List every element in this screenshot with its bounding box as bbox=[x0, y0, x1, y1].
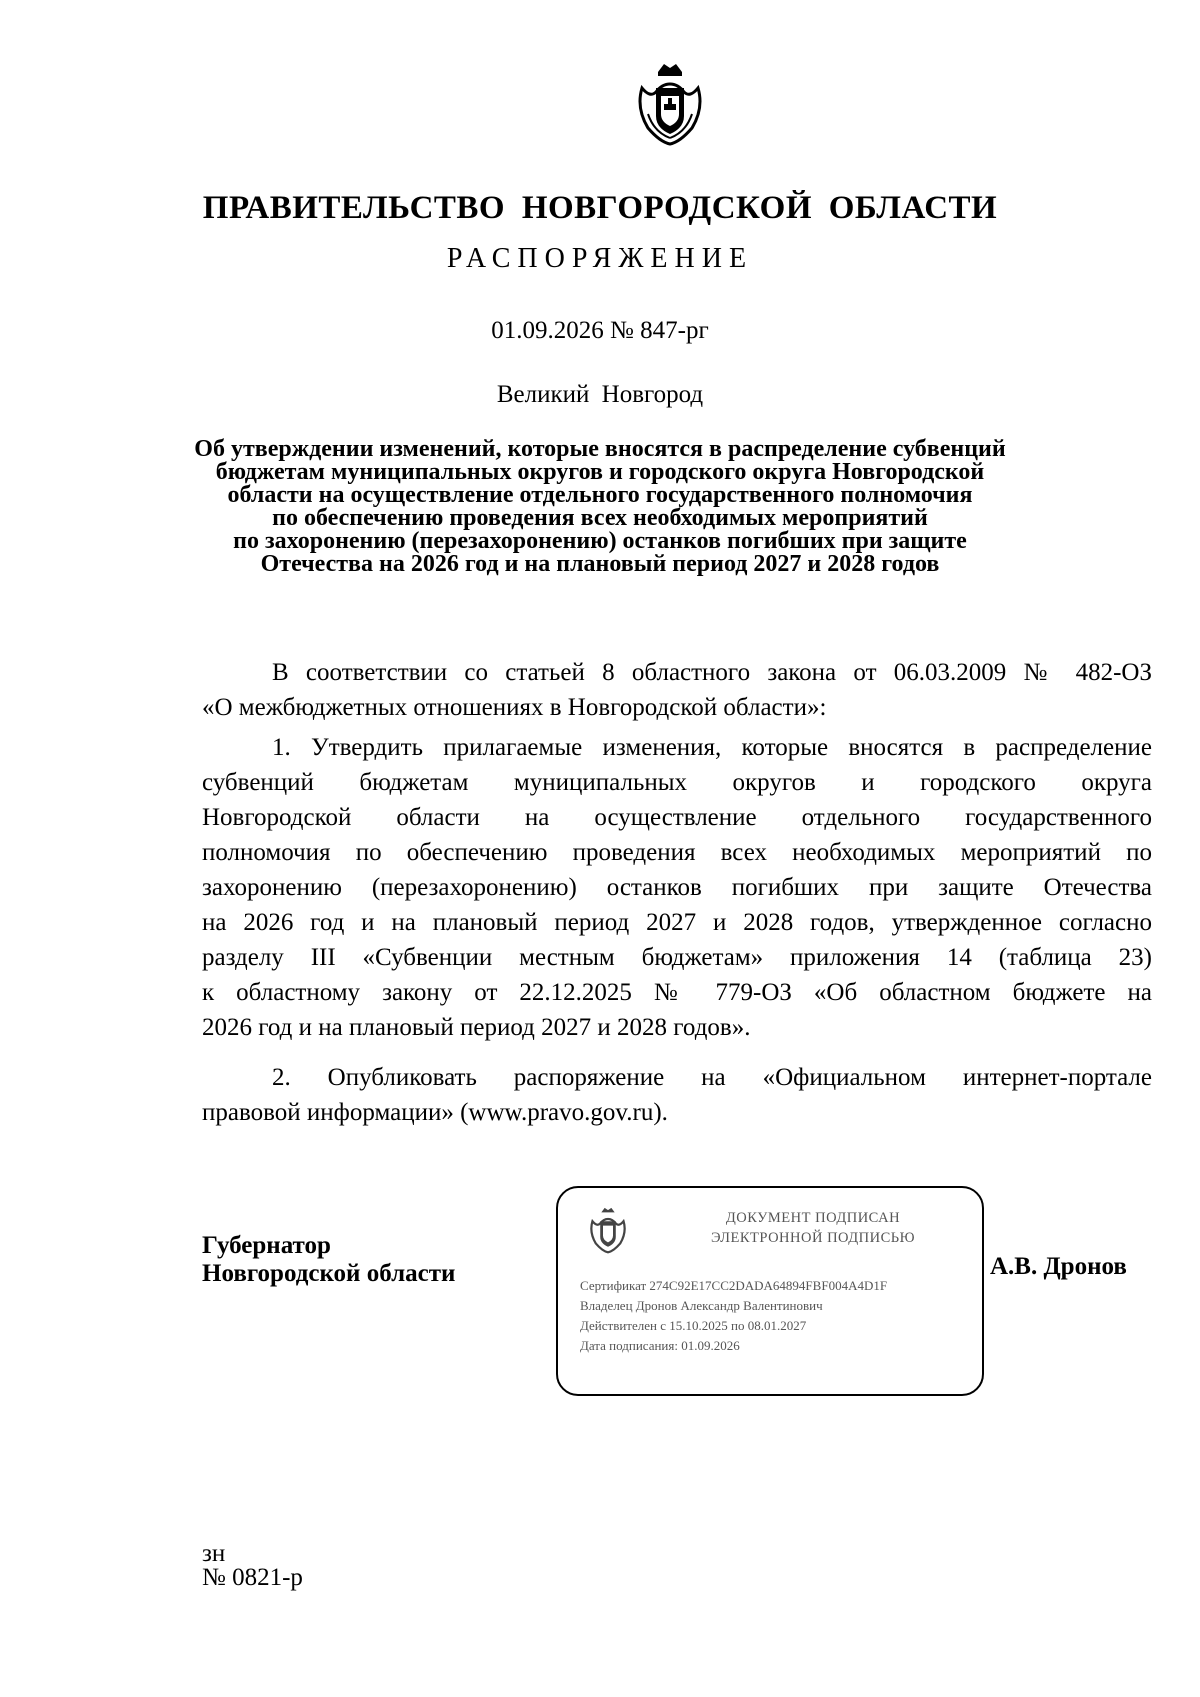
registration-number: № 0821-р bbox=[202, 1564, 303, 1591]
subject-line: Об утверждении изменений, которые вносятся в распределение субвенций bbox=[194, 436, 1006, 462]
certificate-validity: Действителен с 15.10.2025 по 08.01.2027 bbox=[580, 1318, 807, 1333]
body-line: субвенций бюджетам муниципальных округов и городского округа bbox=[202, 769, 1152, 796]
signatory-position bbox=[202, 1232, 455, 1288]
body-line: полномочия по обеспечению проведения всех необходимых мероприятий по bbox=[202, 839, 1152, 866]
body-line: разделу III «Субвенции местным бюджетам» приложения 14 (таблица 23) bbox=[202, 944, 1152, 971]
coat-of-arms-icon bbox=[588, 1204, 628, 1254]
body-line: Новгородской области на осуществление отдельного государственного bbox=[202, 804, 1152, 831]
body-line: «О межбюджетных отношениях в Новгородской области»: bbox=[202, 694, 827, 721]
signatory-name: А.В. Дронов bbox=[990, 1253, 1127, 1280]
certificate-number: Сертификат 274C92E17CC2DADA64894FBF004A4D1F bbox=[580, 1278, 888, 1293]
subject-line: области на осуществление отдельного государственного полномочия bbox=[227, 482, 973, 508]
document-type: РАСПОРЯЖЕНИЕ bbox=[446, 243, 754, 274]
executor-mark: зн bbox=[202, 1540, 226, 1567]
body-line: В соответствии со статьей 8 областного закона от 06.03.2009 № 482-ОЗ bbox=[272, 659, 1152, 686]
position-line: Новгородской области bbox=[202, 1260, 456, 1287]
stamp-heading-line: ЭЛЕКТРОННОЙ ПОДПИСЬЮ bbox=[710, 1230, 916, 1246]
body-line: 2026 год и на плановый период 2027 и 2028 годов». bbox=[202, 1014, 751, 1041]
body-line: к областному закону от 22.12.2025 № 779-ОЗ «Об областном бюджете на bbox=[202, 979, 1152, 1006]
body-line: 1. Утвердить прилагаемые изменения, которые вносятся в распределение bbox=[272, 734, 1152, 761]
body-line: на 2026 год и на плановый период 2027 и 2028 годов, утвержденное согласно bbox=[202, 909, 1152, 936]
body-line: захоронению (перезахоронению) останков погибших при защите Отечества bbox=[202, 874, 1152, 901]
signing-date: Дата подписания: 01.09.2026 bbox=[580, 1338, 740, 1353]
preamble-paragraph bbox=[202, 655, 1152, 725]
stamp-details bbox=[580, 1276, 887, 1356]
document-footer bbox=[202, 1542, 303, 1590]
stamp-heading-line: ДОКУМЕНТ ПОДПИСАН bbox=[725, 1210, 901, 1226]
subject-line: по обеспечению проведения всех необходимых мероприятий bbox=[272, 505, 928, 531]
stamp-heading bbox=[668, 1208, 958, 1248]
item-1-paragraph bbox=[202, 730, 1152, 1045]
document-subject bbox=[0, 438, 1200, 576]
subject-line: по захоронению (перезахоронению) останков погибших при защите bbox=[233, 528, 967, 554]
coat-of-arms-emblem bbox=[634, 58, 706, 146]
item-2-paragraph bbox=[202, 1060, 1152, 1130]
electronic-signature-stamp bbox=[556, 1186, 984, 1396]
city: Великий Новгород bbox=[496, 381, 704, 408]
position-line: Губернатор bbox=[202, 1232, 331, 1259]
government-title: ПРАВИТЕЛЬСТВО НОВГОРОДСКОЙ ОБЛАСТИ bbox=[202, 190, 998, 226]
subject-line: Отечества на 2026 год и на плановый период 2027 и 2028 годов bbox=[260, 551, 940, 577]
certificate-owner: Владелец Дронов Александр Валентинович bbox=[580, 1298, 823, 1313]
document-date-number: 01.09.2026 № 847-рг bbox=[491, 317, 709, 344]
body-line: 2. Опубликовать распоряжение на «Официальном интернет-портале bbox=[272, 1064, 1152, 1091]
subject-line: бюджетам муниципальных округов и городского округа Новгородской bbox=[215, 459, 985, 485]
body-line: правовой информации» (www.pravo.gov.ru). bbox=[202, 1099, 668, 1126]
